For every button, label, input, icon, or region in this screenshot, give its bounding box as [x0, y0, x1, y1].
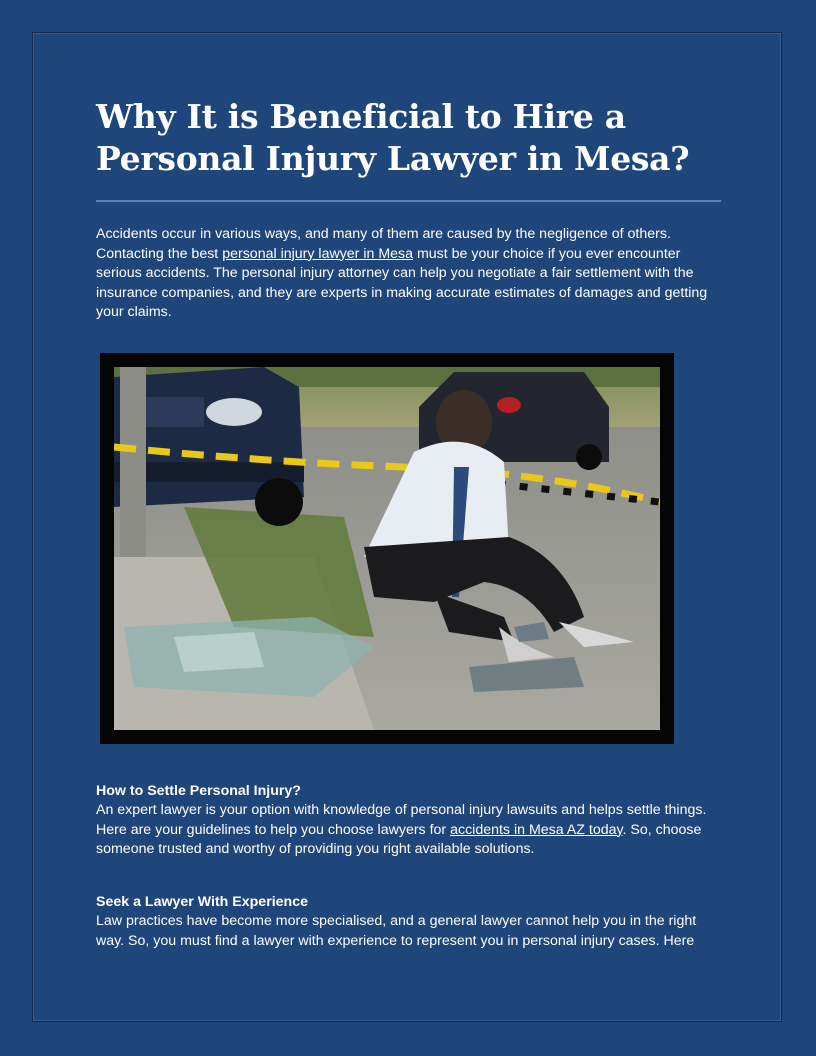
intro-paragraph: [96, 225, 726, 323]
page-title: Why It is Beneficial to Hire a Personal Injury Lawyer in Mesa?: [96, 97, 690, 178]
section-heading-settle: How to Settle Personal Injury?: [96, 783, 301, 799]
accidents-mesa-link[interactable]: accidents in Mesa AZ today: [450, 821, 623, 838]
accident-photo: [114, 367, 660, 730]
personal-injury-lawyer-link[interactable]: personal injury lawyer in Mesa: [222, 245, 414, 262]
settle-text-after: . So, choose someone trusted and worthy of providing you right available solutions.: [96, 821, 702, 857]
accident-photo-frame: [100, 353, 674, 744]
section-experience-paragraph: Law practices have become more specialised, and a general lawyer cannot help you in the right way. So, you must find a lawyer with experience to represent you in personal injury cases. Here: [96, 913, 697, 949]
accident-scene-illustration: [114, 367, 660, 730]
intro-text-before: Accidents occur in various ways, and many of them are caused by the negligence of others. Contacting the best: [96, 226, 671, 262]
settle-text-before: An expert lawyer is your option with knowledge of personal injury lawsuits and helps settle things. Here are your guidelines to help you choose lawyers for: [96, 802, 707, 838]
intro-text-after: must be your choice if you ever encounter serious accidents. The personal injury attorney can help you negotiate a fair settlement with the insurance companies, and they are experts in making accurate estimates of damages and getting your claims.: [96, 245, 708, 320]
title-divider: [96, 200, 721, 202]
section-settle-paragraph: [96, 801, 726, 860]
section-heading-experience: Seek a Lawyer With Experience: [96, 894, 308, 910]
